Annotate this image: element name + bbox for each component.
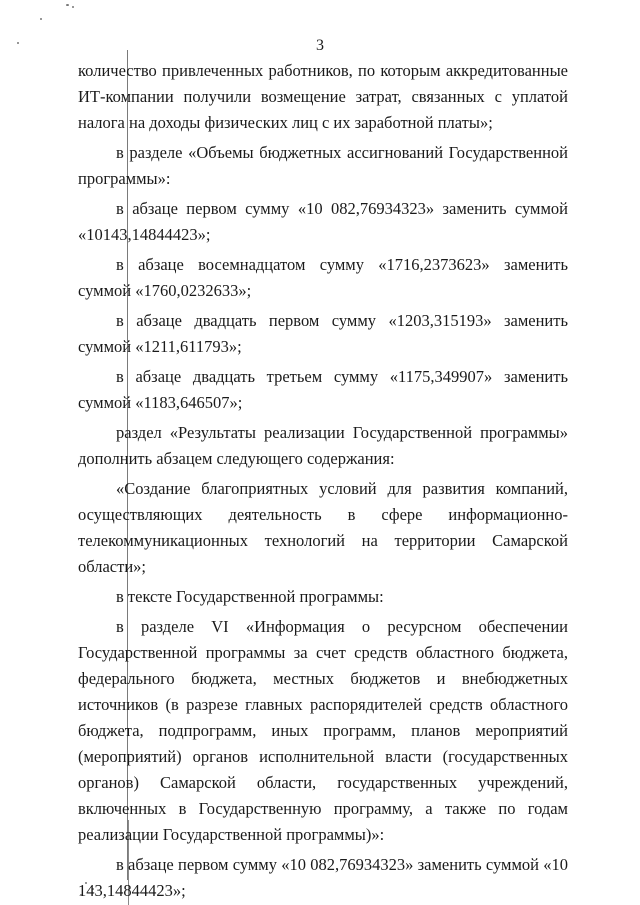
paragraph: в абзаце двадцать третьем сумму «1175,349907» заменить суммой «1183,646507»; <box>78 367 568 412</box>
paragraph: в абзаце двадцать первом сумму «1203,315193» заменить суммой «1211,611793»; <box>78 311 568 356</box>
scan-speck <box>66 4 69 6</box>
paragraph: в абзаце первом сумму «10 082,76934323» заменить суммой «10 143,14844423»; <box>78 855 568 900</box>
paragraph: в разделе «Объемы бюджетных ассигнований Государственной программы»: <box>78 143 568 188</box>
scan-speck <box>72 6 74 8</box>
paragraph: «Создание благоприятных условий для развития компаний, осуществляющих деятельность в сфере информационно-телекоммуникационных технологий на территории Самарской области»; <box>78 479 568 576</box>
paragraph: раздел «Результаты реализации Государственной программы» дополнить абзацем следующего содержания: <box>78 423 568 468</box>
page-number: 3 <box>316 37 324 54</box>
paragraph: в абзаце первом сумму «10 082,76934323» заменить суммой «10143,14844423»; <box>78 199 568 244</box>
paragraph: в абзаце восемнадцатом сумму «1716,2373623» заменить суммой «1760,0232633»; <box>78 255 568 300</box>
document-body <box>78 58 568 904</box>
paragraph: в разделе VI «Информация о ресурсном обеспечении Государственной программы за счет средств областного бюджета, федерального бюджета, местных бюджетов и внебюджетных источников (в разрезе главных распорядителей средств областного бюджета, подпрограмм, иных программ, планов мероприятий (мероприятий) органов исполнительной власти (государственных органов) Самарской области, государственных учреждений, включенных в Государственную программу, а также по годам реализации Государственной программы)»: <box>78 617 568 844</box>
scan-speck <box>40 18 42 20</box>
paragraph: в тексте Государственной программы: <box>116 587 384 606</box>
paragraph: количество привлеченных работников, по которым аккредитованные ИТ-компании получили возмещение затрат, связанных с уплатой налога на доходы физических лиц с их заработной платы»; <box>78 61 568 132</box>
